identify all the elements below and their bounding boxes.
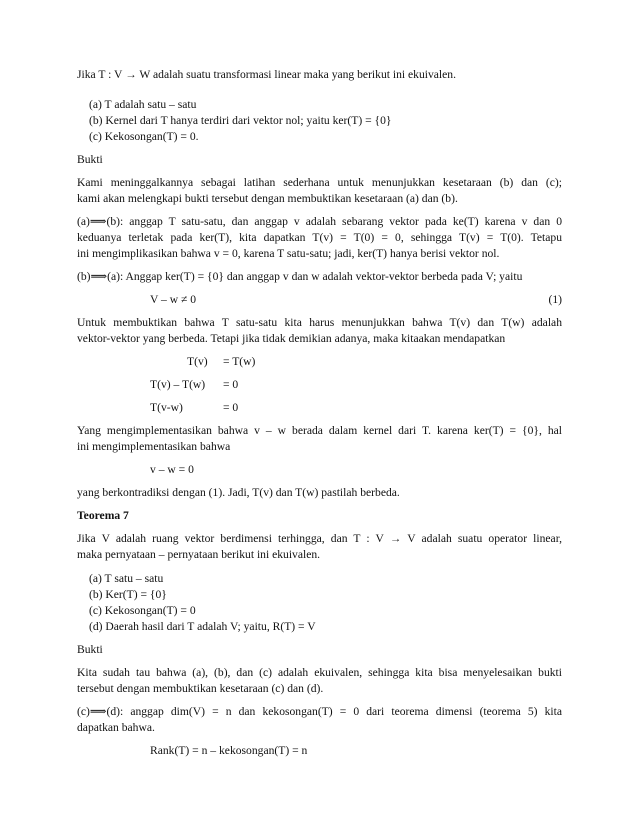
paragraph-6: yang berkontradiksi dengan (1). Jadi, T(v) dan T(w) pastilah berbeda. — [77, 486, 400, 499]
bukti-heading-2: Bukti — [77, 643, 103, 656]
equation-3: Rank(T) = n – kekosongan(T) = n — [150, 744, 308, 757]
paragraph-8-line-2: tersebut dengan membuktikan kesetaraan (c) dan (d). — [77, 682, 324, 695]
paragraph-5-line-1: Yang mengimplementasikan bahwa v – w berada dalam kernel dari T. karena ker(T) = {0}, hal — [77, 424, 562, 437]
paragraph-9-line-2: dapatkan bahwa. — [77, 721, 155, 734]
equation-lhs: T(v) – T(w) — [150, 378, 206, 391]
theorem-heading: Teorema 7 — [77, 509, 129, 522]
paragraph-5-line-2: ini mengimplementasikan bahwa — [77, 440, 231, 453]
paragraph-2-line-1: (a)⟹(b): anggap T satu-satu, dan anggap v adalah sebarang vektor pada ke(T) karena v dan 0 — [77, 215, 562, 228]
list2-item-d: (d) Daerah hasil dari T adalah V; yaitu, R(T) = V — [89, 620, 316, 633]
paragraph-8-line-1: Kita sudah tau bahwa (a), (b), dan (c) adalah ekuivalen, sehingga kita bisa menyelesaikan bukti — [77, 666, 562, 679]
equation-2: v – w = 0 — [150, 463, 194, 476]
list1-item-c: (c) Kekosongan(T) = 0. — [89, 130, 199, 143]
equation-1: V – w ≠ 0 — [150, 293, 197, 306]
paragraph-9-line-1: (c)⟹(d): anggap dim(V) = n dan kekosongan(T) = 0 dari teorema dimensi (teorema 5) kita — [77, 705, 562, 718]
bukti-heading-1: Bukti — [77, 153, 103, 166]
paragraph-1-line-2: kami akan melengkapi bukti tersebut dengan membuktikan kesetaraan (a) dan (b). — [77, 192, 458, 205]
paragraph-2-line-2: keduanya terletak pada ker(T), kita dapatkan T(v) = T(0) = 0, sehingga T(v) = T(0). Tetapu — [77, 231, 562, 244]
paragraph-4-line-1: Untuk membuktikan bahwa T satu-satu kita harus menunjukkan bahwa T(v) dan T(w) adalah — [77, 316, 562, 329]
equation-lhs: T(v) — [187, 355, 208, 368]
list2-item-c: (c) Kekosongan(T) = 0 — [89, 604, 196, 617]
paragraph-3: (b)⟹(a): Anggap ker(T) = {0} dan anggap v dan w adalah vektor-vektor berbeda pada V; yaitu — [77, 270, 523, 283]
list1-item-a: (a) T adalah satu – satu — [89, 98, 197, 111]
paragraph-1-line-1: Kami meninggalkannya sebagai latihan sederhana untuk menunjukkan kesetaraan (b) dan (c); — [77, 176, 562, 189]
equation-1-number: (1) — [548, 293, 562, 306]
equation-rhs: = T(w) — [223, 355, 256, 368]
equation-lhs: T(v-w) — [150, 401, 183, 414]
list2-item-a: (a) T satu – satu — [89, 572, 164, 585]
equation-rhs: = 0 — [223, 401, 239, 414]
paragraph-4-line-2: vektor-vektor yang berbeda. Tetapi jika tidak demikian adanya, maka kitaakan mendapatkan — [77, 332, 506, 345]
equation-rhs: = 0 — [223, 378, 239, 391]
paragraph-2-line-3: ini mengimplikasikan bahwa v = 0, karena T satu-satu; jadi, ker(T) hanya berisi vektor nol. — [77, 247, 500, 260]
paragraph-7-line-1: Jika V adalah ruang vektor berdimensi terhingga, dan T : V → V adalah suatu operator linear, — [77, 532, 562, 545]
intro-text: Jika T : V → W adalah suatu transformasi linear maka yang berikut ini ekuivalen. — [77, 68, 456, 81]
paragraph-7-line-2: maka pernyataan – pernyataan berikut ini ekuivalen. — [77, 548, 321, 561]
list1-item-b: (b) Kernel dari T hanya terdiri dari vektor nol; yaitu ker(T) = {0} — [89, 114, 392, 127]
list2-item-b: (b) Ker(T) = {0} — [89, 588, 167, 601]
